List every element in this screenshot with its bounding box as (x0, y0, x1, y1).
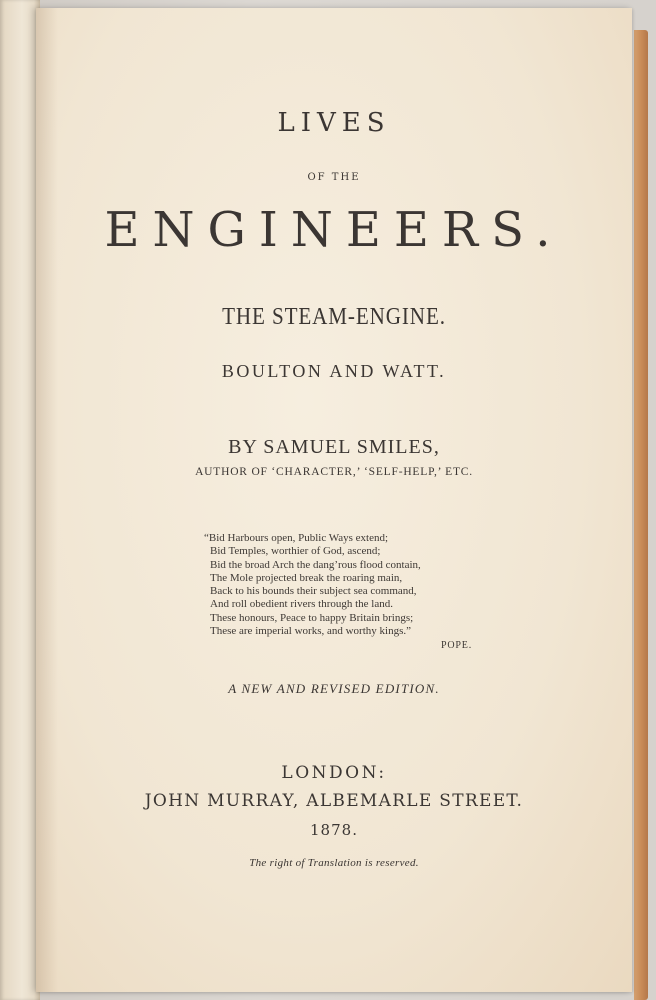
epigraph-line: These are imperial works, and worthy kings.” (210, 625, 411, 638)
epigraph-attribution: POPE. (441, 640, 472, 652)
author-note: AUTHOR OF ‘CHARACTER,’ ‘SELF-HELP,’ ETC. (195, 466, 473, 478)
subtitle-steam-engine: THE STEAM-ENGINE. (222, 304, 446, 330)
rights-notice: The right of Translation is reserved. (249, 857, 419, 869)
imprint-place: LONDON: (281, 763, 387, 783)
edition-statement: A NEW AND REVISED EDITION. (228, 681, 440, 696)
title-of-the: OF THE (307, 172, 361, 183)
epigraph-line: Bid Temples, worthier of God, ascend; (210, 545, 381, 558)
epigraph (204, 532, 474, 653)
imprint-publisher: JOHN MURRAY, ALBEMARLE STREET. (144, 791, 524, 811)
title-page-content (36, 8, 632, 992)
epigraph-line: Back to his bounds their subject sea command, (210, 585, 417, 598)
epigraph-line: And roll obedient rivers through the land. (210, 598, 393, 611)
title-lives: LIVES (277, 108, 391, 138)
epigraph-line: The Mole projected break the roaring main, (210, 571, 403, 584)
author-byline: BY SAMUEL SMILES, (228, 436, 440, 458)
epigraph-line: “Bid Harbours open, Public Ways extend; (204, 532, 389, 544)
epigraph-line: These honours, Peace to happy Britain brings; (210, 611, 414, 624)
page-block-edge (634, 30, 648, 1000)
epigraph-line: Bid the broad Arch the dang’rous flood contain, (210, 558, 421, 571)
previous-page-edge (0, 0, 40, 1000)
imprint-year: 1878. (310, 821, 358, 839)
subtitle-boulton-watt: BOULTON AND WATT. (221, 361, 447, 381)
title-engineers: ENGINEERS. (104, 202, 564, 258)
